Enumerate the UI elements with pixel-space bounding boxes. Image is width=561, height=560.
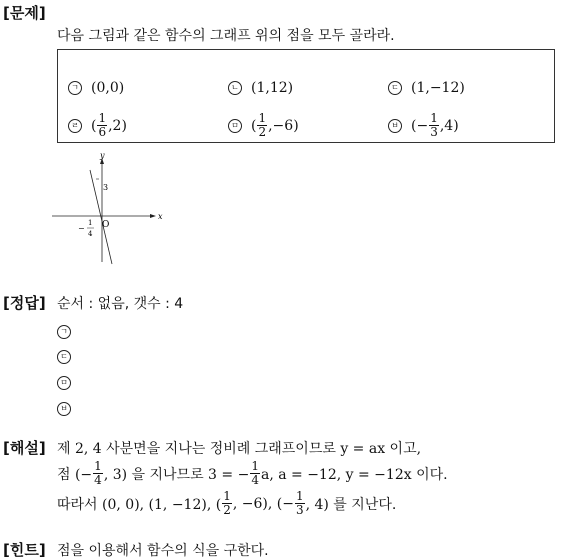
choice-text: (1,−12) xyxy=(411,80,465,96)
choice-prefix: (− xyxy=(411,117,429,134)
answer-item xyxy=(57,396,80,416)
origin-label: O xyxy=(102,220,110,230)
fraction-numerator: 1 xyxy=(295,489,304,503)
choice-6 xyxy=(388,112,459,139)
fraction xyxy=(295,490,305,517)
explanation-line-3 xyxy=(57,490,396,517)
x-tick-numerator: 1 xyxy=(88,219,93,227)
explanation-text: , −6), (− xyxy=(232,495,294,512)
fraction xyxy=(93,460,103,487)
x-axis-label: x xyxy=(158,212,163,221)
fraction-denominator: 2 xyxy=(223,503,231,517)
fraction-denominator: 4 xyxy=(94,473,102,487)
hint-label: [힌트] xyxy=(3,541,46,559)
fraction-numerator: 1 xyxy=(223,489,231,503)
fraction-denominator: 3 xyxy=(295,503,304,517)
explanation-text: 따라서 (0, 0), (1, −12), ( xyxy=(57,496,222,513)
choice-suffix: ,2) xyxy=(108,117,127,134)
function-graph xyxy=(52,152,162,267)
fraction-numerator: 1 xyxy=(251,459,259,473)
fraction-denominator: 4 xyxy=(251,473,259,487)
answer-marker: ㄱ xyxy=(57,325,71,339)
choice-prefix: ( xyxy=(91,117,97,134)
fraction-denominator: 6 xyxy=(98,125,107,139)
fraction-denominator: 3 xyxy=(430,125,438,139)
choice-marker: ㄹ xyxy=(68,119,82,133)
x-axis-arrow xyxy=(150,214,156,218)
answer-marker: ㅁ xyxy=(57,376,71,390)
problem-label: [문제] xyxy=(3,4,46,22)
choice-text: (0,0) xyxy=(91,80,125,96)
answer-item xyxy=(57,370,80,390)
fraction-numerator: 1 xyxy=(430,111,438,125)
fraction xyxy=(97,112,107,139)
fraction xyxy=(429,112,439,139)
y-axis-label: y xyxy=(100,151,105,160)
fraction xyxy=(257,112,267,139)
choice-marker: ㄷ xyxy=(388,81,402,95)
explanation-text: 점 (− xyxy=(57,466,93,483)
fraction-numerator: 1 xyxy=(98,111,107,125)
choice-marker: ㅂ xyxy=(388,119,402,133)
choice-suffix: ,4) xyxy=(439,117,459,134)
answer-item xyxy=(57,319,80,339)
choice-1 xyxy=(68,80,124,96)
graph-line xyxy=(90,170,112,264)
explanation-line-2 xyxy=(57,460,448,487)
fraction-numerator: 1 xyxy=(94,459,102,473)
explanation-text: , 4) 를 지난다. xyxy=(305,496,397,513)
explanation-text: a, a = −12, y = −12x 이다. xyxy=(260,466,448,483)
fraction-denominator: 2 xyxy=(258,125,267,139)
fraction-numerator: 1 xyxy=(258,111,267,125)
x-tick-sign: − xyxy=(78,224,85,233)
choice-5 xyxy=(228,112,299,139)
answer-summary: 순서 : 없음, 갯수 : 4 xyxy=(57,296,184,312)
choice-suffix: ,−6) xyxy=(268,117,299,134)
answer-marker: ㅂ xyxy=(57,402,71,416)
fraction xyxy=(250,460,260,487)
choice-marker: ㄴ xyxy=(228,81,242,95)
choice-prefix: ( xyxy=(251,117,257,134)
choice-marker: ㅁ xyxy=(228,119,242,133)
x-tick-denominator: 4 xyxy=(88,230,93,238)
explanation-line-1: 제 2, 4 사분면을 지나는 정비례 그래프이므로 y = ax 이고, xyxy=(57,441,422,457)
choice-2 xyxy=(228,80,293,96)
fraction xyxy=(222,490,232,517)
hint-text: 점을 이용해서 함수의 식을 구한다. xyxy=(57,543,269,559)
explanation-text: , 3) 을 지나므로 3 = − xyxy=(103,466,250,483)
choice-4 xyxy=(68,112,127,139)
explanation-label: [해설] xyxy=(3,439,46,457)
choice-3 xyxy=(388,80,465,96)
question-text: 다음 그림과 같은 함수의 그래프 위의 점을 모두 골라라. xyxy=(57,28,395,44)
answer-marker: ㄷ xyxy=(57,350,71,364)
answer-label: [정답] xyxy=(3,294,46,312)
y-tick-label: 3 xyxy=(103,183,109,192)
answer-item xyxy=(57,344,80,364)
choices-box xyxy=(57,49,555,143)
choice-marker: ㄱ xyxy=(68,81,82,95)
choice-text: (1,12) xyxy=(251,80,294,96)
